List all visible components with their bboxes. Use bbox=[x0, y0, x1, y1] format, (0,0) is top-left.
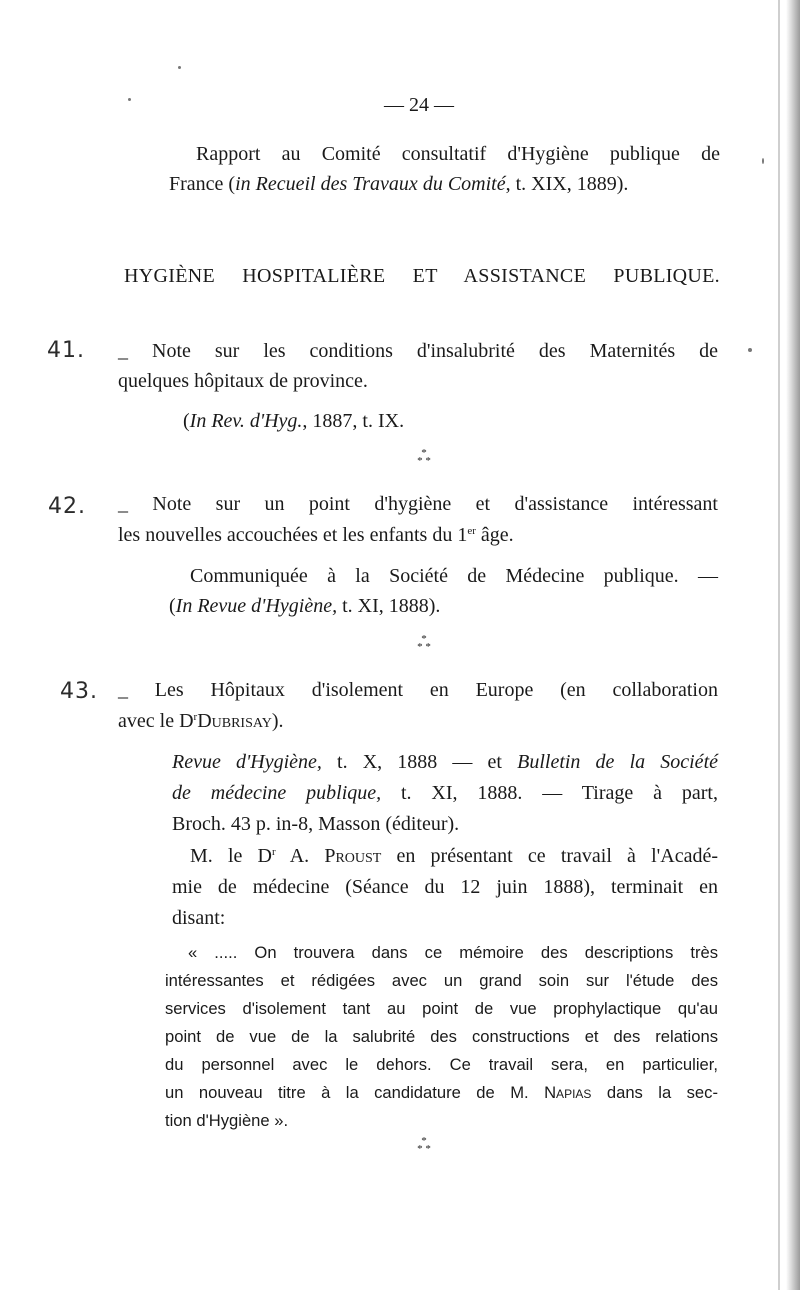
entry43-reference-line-2: de médecine publique, t. XI, 1888. — Tirage à part, bbox=[172, 782, 718, 804]
quote-line-7: tion d'Hygiène ». bbox=[165, 1111, 289, 1130]
intro-line-2: France (in Recueil des Travaux du Comité, t. XIX, 1889). bbox=[169, 173, 629, 195]
asterism-separator: * * * bbox=[417, 1135, 431, 1155]
entry41-title-line-1: _ Note sur les conditions d'insalubrité des Maternités de bbox=[118, 340, 718, 362]
paper-speck bbox=[748, 348, 752, 352]
asterism-separator: * * * bbox=[417, 633, 431, 653]
page-edge-shadow bbox=[786, 0, 800, 1290]
paper-speck bbox=[762, 158, 764, 164]
entry43-reference-line-1: Revue d'Hygiène, t. X, 1888 — et Bulletin de la Société bbox=[172, 751, 718, 773]
margin-number-41: 41. bbox=[47, 338, 85, 363]
page-edge-line bbox=[778, 0, 780, 1290]
margin-number-43: 43. bbox=[60, 679, 98, 704]
entry42-title-line-2: les nouvelles accouchées et les enfants du 1er âge. bbox=[118, 524, 514, 546]
quote-line-5: du personnel avec le dehors. Ce travail sera, en particulier, bbox=[165, 1055, 718, 1074]
entry42-title-line-1: _ Note sur un point d'hygiène et d'assistance intéressant bbox=[118, 493, 718, 515]
asterism-separator: * * * bbox=[417, 447, 431, 467]
quote-line-4: point de vue de la salubrité des constructions et des relations bbox=[165, 1027, 718, 1046]
quote-line-3: services d'isolement tant au point de vue prophylactique qu'au bbox=[165, 999, 718, 1018]
entry43-title-line-2: avec le $D^rDubrisay$). bbox=[118, 710, 284, 732]
margin-number-42: 42. bbox=[48, 494, 86, 519]
presentation-line-2: mie de médecine (Séance du 12 juin 1888), terminait en bbox=[172, 876, 718, 898]
paper-speck bbox=[128, 98, 131, 101]
section-heading: HYGIÈNE HOSPITALIÈRE ET ASSISTANCE PUBLIQUE. bbox=[124, 265, 720, 287]
entry41-title-line-2: quelques hôpitaux de province. bbox=[118, 370, 368, 392]
quote-line-2: intéressantes et rédigées avec un grand soin sur l'étude des bbox=[165, 971, 718, 990]
quote-line-6: un nouveau titre à la candidature de M. Napias dans la sec- bbox=[165, 1083, 718, 1102]
intro-line-1: Rapport au Comité consultatif d'Hygiène publique de bbox=[196, 143, 720, 165]
entry41-reference: (In Rev. d'Hyg., 1887, t. IX. bbox=[183, 410, 405, 432]
entry43-title-line-1: _ Les Hôpitaux d'isolement en Europe (en collaboration bbox=[118, 679, 718, 701]
entry42-reference-line-2: (In Revue d'Hygiène, t. XI, 1888). bbox=[169, 595, 441, 617]
quote-line-1: « ..... On trouvera dans ce mémoire des descriptions très bbox=[188, 943, 718, 962]
entry42-reference-line-1: Communiquée à la Société de Médecine publique. — bbox=[190, 565, 718, 587]
paper-speck bbox=[178, 66, 181, 69]
presentation-line-1: M. le $D^r$ A. Proust en présentant ce travail à l'Acadé- bbox=[190, 845, 718, 867]
entry43-reference-line-3: Broch. 43 p. in-8, Masson (éditeur). bbox=[172, 813, 460, 835]
presentation-line-3: disant: bbox=[172, 907, 226, 929]
page-number: — 24 — bbox=[384, 94, 454, 116]
